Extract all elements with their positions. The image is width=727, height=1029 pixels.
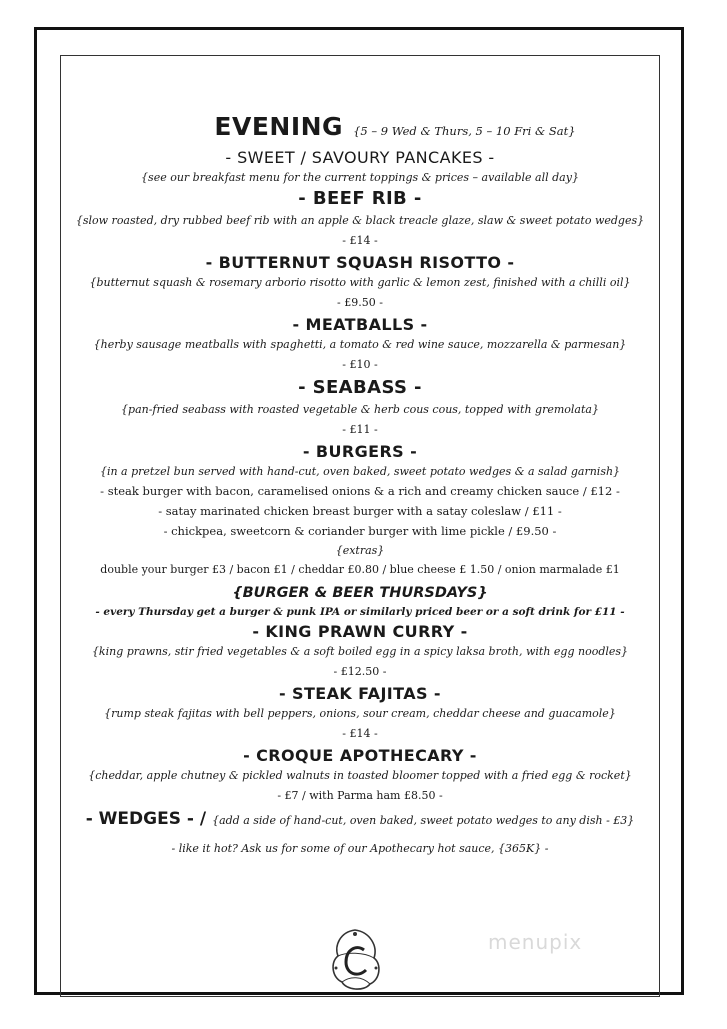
dish-name: - SWEET / SAVOURY PANCAKES - xyxy=(225,148,495,167)
burger-option: - steak burger with bacon, caramelised onions & a rich and creamy chicken sauce / £12 - xyxy=(100,484,620,498)
dish-description: {slow roasted, dry rubbed beef rib with an apple & black treacle glaze, slaw & sweet potato wedges} xyxy=(75,214,645,227)
dish-name: - BEEF RIB - xyxy=(298,188,422,209)
dish-name: - CROQUE APOTHECARY - xyxy=(243,746,477,765)
opening-hours: {5 – 9 Wed & Thurs, 5 – 10 Fri & Sat} xyxy=(353,124,576,138)
menu-item-beef-rib xyxy=(60,187,660,252)
dish-name: - SEABASS - xyxy=(298,377,422,398)
dish-description: {cheddar, apple chutney & pickled walnuts in toasted bloomer topped with a fried egg & rocket} xyxy=(88,769,632,782)
menu-title: EVENING xyxy=(214,112,344,141)
dish-description: {king prawns, stir fried vegetables & a soft boiled egg in a spicy laksa broth, with egg noodles} xyxy=(91,645,629,658)
menu-item-pancakes xyxy=(60,147,660,187)
hot-sauce-note: - like it hot? Ask us for some of our Apothecary hot sauce, {365K} - xyxy=(171,842,549,855)
dish-price: - £14 - xyxy=(342,234,378,247)
menu-item-risotto xyxy=(60,252,660,314)
dish-name: - BURGERS - xyxy=(302,442,418,461)
dish-price: - £11 - xyxy=(342,423,378,436)
dish-description: {see our breakfast menu for the current toppings & prices – available all day} xyxy=(141,171,579,184)
dish-price: - £10 - xyxy=(342,358,378,371)
extras-list: double your burger £3 / bacon £1 / cheddar £0.80 / blue cheese £ 1.50 / onion marmalade £1 xyxy=(100,563,620,576)
evening-menu xyxy=(60,112,660,855)
burger-option: - satay marinated chicken breast burger with a satay coleslaw / £11 - xyxy=(158,504,562,518)
promo-title: {BURGER & BEER THURSDAYS} xyxy=(232,585,488,601)
dish-price: - £9.50 - xyxy=(337,296,383,309)
dish-price: - £12.50 - xyxy=(333,665,387,678)
dish-description: {butternut squash & rosemary arborio risotto with garlic & lemon zest, finished with a chilli oil} xyxy=(89,276,631,289)
dish-name: - BUTTERNUT SQUASH RISOTTO - xyxy=(205,253,515,272)
burger-beer-promo xyxy=(60,582,660,621)
dish-description: {herby sausage meatballs with spaghetti, a tomato & red wine sauce, mozzarella & parmesan} xyxy=(93,338,627,351)
dish-description: {pan-fried seabass with roasted vegetable & herb cous cous, topped with gremolata} xyxy=(121,403,599,416)
menu-item-burgers xyxy=(60,441,660,579)
dish-name: - STEAK FAJITAS - xyxy=(279,684,441,703)
menu-item-meatballs xyxy=(60,314,660,376)
extras-label: {extras} xyxy=(335,544,385,557)
dish-description: {rump steak fajitas with bell peppers, onions, sour cream, cheddar cheese and guacamole} xyxy=(104,707,616,720)
apothecary-crest-logo xyxy=(326,926,384,994)
menu-item-fajitas xyxy=(60,683,660,745)
menu-header xyxy=(130,112,660,141)
dish-price: - £14 - xyxy=(342,727,378,740)
menu-item-croque xyxy=(60,745,660,807)
dish-description: {in a pretzel bun served with hand-cut, oven baked, sweet potato wedges & a salad garnish} xyxy=(99,465,621,478)
menu-item-seabass xyxy=(60,376,660,441)
menu-item-curry xyxy=(60,621,660,683)
dish-name: - MEATBALLS - xyxy=(292,315,428,334)
menupix-watermark: menupix xyxy=(488,930,583,954)
menu-item-wedges xyxy=(60,809,660,830)
dish-name: - WEDGES - / xyxy=(85,809,207,829)
dish-name: - KING PRAWN CURRY - xyxy=(252,622,468,641)
burger-option: - chickpea, sweetcorn & coriander burger with lime pickle / £9.50 - xyxy=(163,524,557,538)
promo-description: - every Thursday get a burger & punk IPA or similarly priced beer or a soft drink for £11 - xyxy=(95,606,625,618)
dish-price: - £7 / with Parma ham £8.50 - xyxy=(277,789,443,802)
dish-description: {add a side of hand-cut, oven baked, sweet potato wedges to any dish - £3} xyxy=(212,814,635,827)
